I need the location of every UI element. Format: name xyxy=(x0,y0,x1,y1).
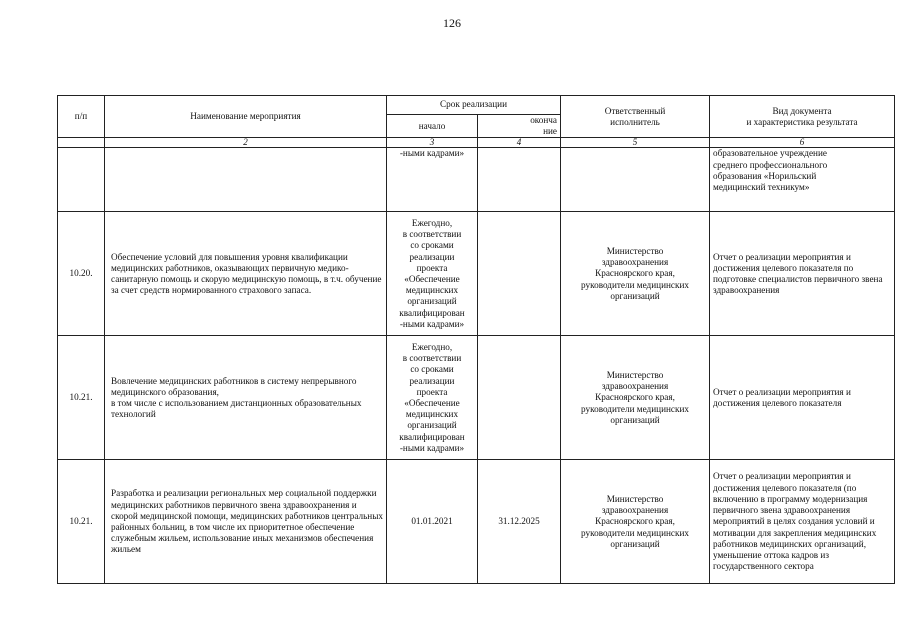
header-responsible: Ответственный исполнитель xyxy=(561,96,710,138)
header-period: Срок реализации xyxy=(387,96,561,115)
row-name: Вовлечение медицинских работников в систему непрерывного медицинского образования, в том числе с использованием дистанционных образовательных технологий xyxy=(105,336,387,460)
table-row xyxy=(58,460,895,584)
header-num: п/п xyxy=(58,96,105,138)
row-name: Разработка и реализации региональных мер социальной поддержки медицинских работников первичного звена здравоохранения и скорой медицинской помощи, медицинских работников центральных районных больниц, в том числе их приоритетное обеспечение служебным жильем, использование иных механизмов обеспечения жильем xyxy=(105,460,387,584)
row-number xyxy=(58,148,105,212)
row-responsible xyxy=(561,148,710,212)
column-number xyxy=(58,138,105,148)
row-end xyxy=(478,148,561,212)
row-end xyxy=(478,212,561,336)
row-end: 31.12.2025 xyxy=(478,460,561,584)
row-name xyxy=(105,148,387,212)
measures-table xyxy=(57,95,895,584)
table-row xyxy=(58,148,895,212)
header-end: оконча ние xyxy=(478,115,561,138)
row-name: Обеспечение условий для повышения уровня квалификации медицинских работников, оказывающих первичную медико-санитарную помощь и скорую медицинскую помощь, в т.ч. обучение за счет средств нормированного страхового запаса. xyxy=(105,212,387,336)
row-responsible: Министерство здравоохранения Красноярского края, руководители медицинских организаций xyxy=(561,336,710,460)
table-row xyxy=(58,336,895,460)
row-number: 10.21. xyxy=(58,460,105,584)
row-document: образовательное учреждение среднего профессионального образования «Норильский медицинский техникум» xyxy=(710,148,895,212)
row-document: Отчет о реализации мероприятия и достижения целевого показателя xyxy=(710,336,895,460)
row-start: -ными кадрами» xyxy=(387,148,478,212)
row-start: Ежегодно, в соответствии со сроками реализации проекта «Обеспечение медицинских организаций квалифицирован -ными кадрами» xyxy=(387,336,478,460)
row-start: 01.01.2021 xyxy=(387,460,478,584)
table-row xyxy=(58,212,895,336)
row-end xyxy=(478,336,561,460)
row-number: 10.21. xyxy=(58,336,105,460)
header-document: Вид документа и характеристика результата xyxy=(710,96,895,138)
row-document: Отчет о реализации мероприятия и достижения целевого показателя (по включению в программу модернизация первичного звена здравоохранения мероприятий в целях создания условий и мотивации для закрепления медицинских работников медицинских организаций, уменьшение оттока кадров из государственного сектора xyxy=(710,460,895,584)
column-number: 2 xyxy=(105,138,387,148)
column-number: 6 xyxy=(710,138,895,148)
row-document: Отчет о реализации мероприятия и достижения целевого показателя по подготовке специалистов первичного звена здравоохранения xyxy=(710,212,895,336)
column-number: 4 xyxy=(478,138,561,148)
header-name: Наименование мероприятия xyxy=(105,96,387,138)
row-number: 10.20. xyxy=(58,212,105,336)
row-start: Ежегодно, в соответствии со сроками реализации проекта «Обеспечение медицинских организаций квалифицирован -ными кадрами» xyxy=(387,212,478,336)
header-start: начало xyxy=(387,115,478,138)
column-number: 3 xyxy=(387,138,478,148)
page-number: 126 xyxy=(443,16,461,30)
column-number: 5 xyxy=(561,138,710,148)
row-responsible: Министерство здравоохранения Красноярского края, руководители медицинских организаций xyxy=(561,460,710,584)
row-responsible: Министерство здравоохранения Красноярского края, руководители медицинских организаций xyxy=(561,212,710,336)
